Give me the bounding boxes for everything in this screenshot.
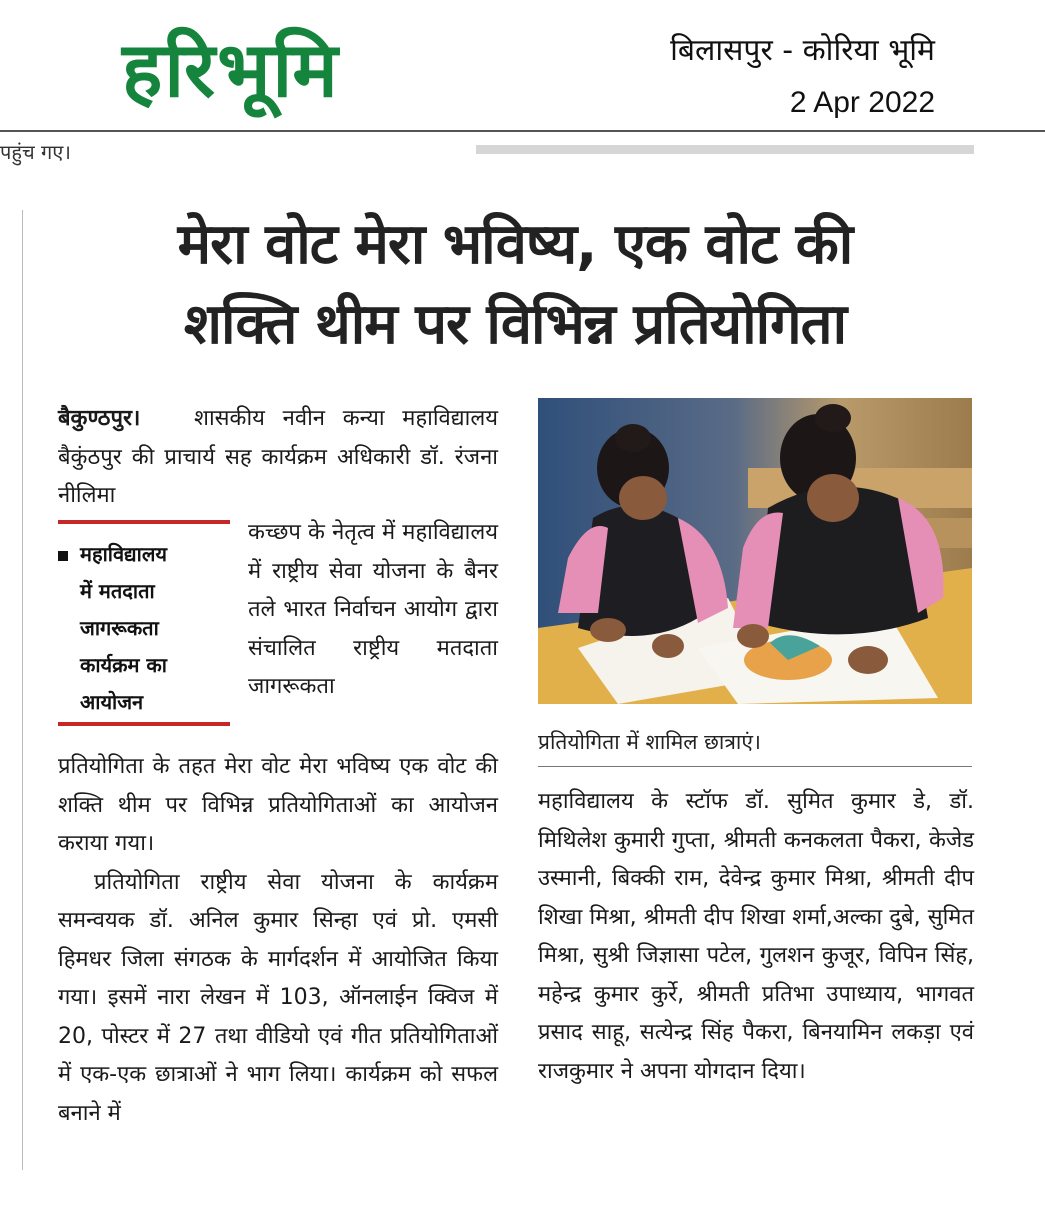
article-headline [50, 205, 980, 365]
article-body-right: महाविद्यालय के स्टॉफ डॉ. सुमित कुमार डे, डॉ. मिथिलेश कुमारी गुप्ता, श्रीमती कनकलता पैकरा, केजेड उस्मानी, बिक्की राम, देवेन्द्र कुमार मिश्रा, श्रीमती दीप शिखा मिश्रा, श्रीमती दीप शिखा शर्मा,अल्का दुबे, सुमित मिश्रा, सुश्री जिज्ञासा पटेल, गुलशन कुजूर, विपिन सिंह, महेन्द्र कुमार कुर्रे, श्रीमती प्रतिभा उपाध्याय, भागवत प्रसाद साहू, सत्येन्द्र सिंह पैकरा, बिनयामिन लकड़ा एवं राजकुमार ने अपना योगदान दिया। [538, 789, 974, 1084]
logo-text: हरिभूमि [122, 25, 340, 114]
pullquote-line: आयोजन [80, 690, 144, 714]
article-intro [58, 400, 498, 516]
students-drawing-photo [538, 398, 972, 704]
article-photo [538, 398, 972, 704]
headline-line-2: शक्ति थीम पर विभिन्न प्रतियोगिता [183, 292, 847, 357]
publication-date: 2 Apr 2022 [789, 86, 935, 119]
pullquote-line: कार्यक्रम का [80, 653, 167, 677]
header-divider [0, 130, 1045, 132]
pullquote-text [58, 536, 230, 721]
caption-rule [538, 766, 972, 767]
paragraph-text: प्रतियोगिता राष्ट्रीय सेवा योजना के कार्यक्रम समन्वयक डॉ. अनिल कुमार सिन्हा एवं प्रो. एमसी हिमधर जिला संगठक के मार्गदर्शन में आयोजित किया गया। इसमें नारा लेखन में 103, ऑनलाईन क्विज में 20, पोस्टर में 27 तथा वीडियो एवं गीत प्रतियोगिताओं में एक-एक छात्राओं ने भाग लिया। कार्यक्रम को सफल बनाने में [58, 869, 498, 1126]
pullquote-line: महाविद्यालय [80, 542, 167, 566]
column-top-bar [476, 145, 974, 154]
previous-article-snippet: पहुंच गए। [0, 140, 71, 164]
wrap-text: कच्छप के नेतृत्व में महाविद्यालय में राष्ट्रीय सेवा योजना के बैनर तले भारत निर्वाचन आयोग द्वारा संचालित राष्ट्रीय मतदाता जागरूकता [248, 520, 498, 699]
paragraph [58, 864, 498, 1134]
article-body-left [58, 748, 498, 1133]
headline-line-1: मेरा वोट मेरा भविष्य, एक वोट की [177, 212, 853, 277]
pullquote-line: जागरूकता [80, 616, 159, 640]
column-rule [22, 210, 23, 1170]
pullquote-line: में मतदाता [80, 579, 155, 603]
photo-caption: प्रतियोगिता में शामिल छात्राएं। [538, 730, 761, 754]
intro-text: शासकीय नवीन कन्या महाविद्यालय बैकुंठपुर की प्राचार्य सह कार्यक्रम अधिकारी डॉ. रंजना नीलिमा [58, 406, 498, 508]
paragraph: प्रतियोगिता के तहत मेरा वोट मेरा भविष्य एक वोट की शक्ति थीम पर विभिन्न प्रतियोगिताओं का आयोजन कराया गया। [58, 754, 498, 856]
pullquote-box [58, 520, 230, 726]
newspaper-logo [122, 22, 502, 118]
dateline: बैकुण्ठपुर। [58, 406, 141, 431]
edition-label: बिलासपुर - कोरिया भूमि [670, 33, 935, 68]
pullquote-top-rule [58, 520, 230, 524]
pullquote-bottom-rule [58, 722, 230, 726]
bullet-icon [58, 551, 68, 561]
